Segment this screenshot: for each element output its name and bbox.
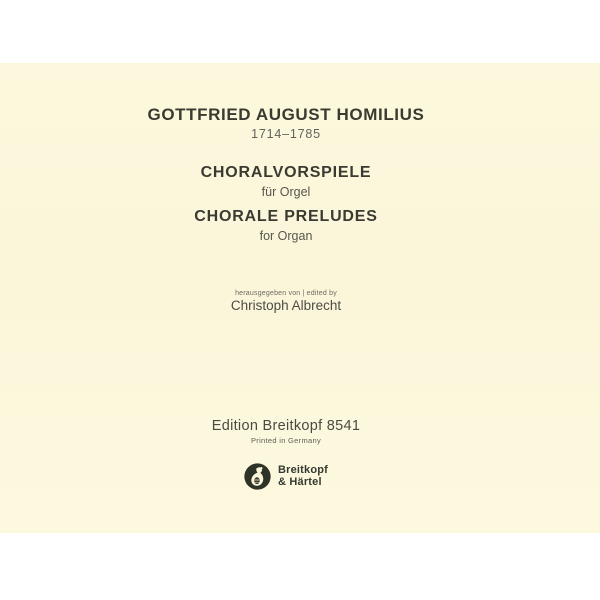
publisher-logo-block bbox=[0, 463, 572, 490]
breitkopf-haertel-bear-logo-icon bbox=[244, 463, 271, 490]
editor-name: Christoph Albrecht bbox=[230, 298, 342, 313]
editor-credit-label: herausgegeben von | edited by bbox=[235, 290, 337, 297]
work-title-english: CHORALE PRELUDES bbox=[194, 208, 378, 225]
composer-name: GOTTFRIED AUGUST HOMILIUS bbox=[147, 105, 425, 124]
publisher-name-line1: Breitkopf bbox=[277, 464, 329, 476]
work-subtitle-english: for Organ bbox=[259, 229, 313, 243]
publisher-name-line2: & Härtel bbox=[277, 475, 322, 488]
composer-dates: 1714–1785 bbox=[251, 127, 321, 141]
work-title-german: CHORALVORSPIELE bbox=[200, 164, 372, 181]
cover-content-column bbox=[0, 63, 572, 533]
score-cover-page bbox=[0, 63, 600, 533]
edition-number: Edition Breitkopf 8541 bbox=[211, 418, 361, 434]
publisher-name bbox=[278, 465, 328, 488]
printed-in-germany-note: Printed in Germany bbox=[250, 435, 321, 445]
work-subtitle-german: für Orgel bbox=[261, 185, 311, 199]
